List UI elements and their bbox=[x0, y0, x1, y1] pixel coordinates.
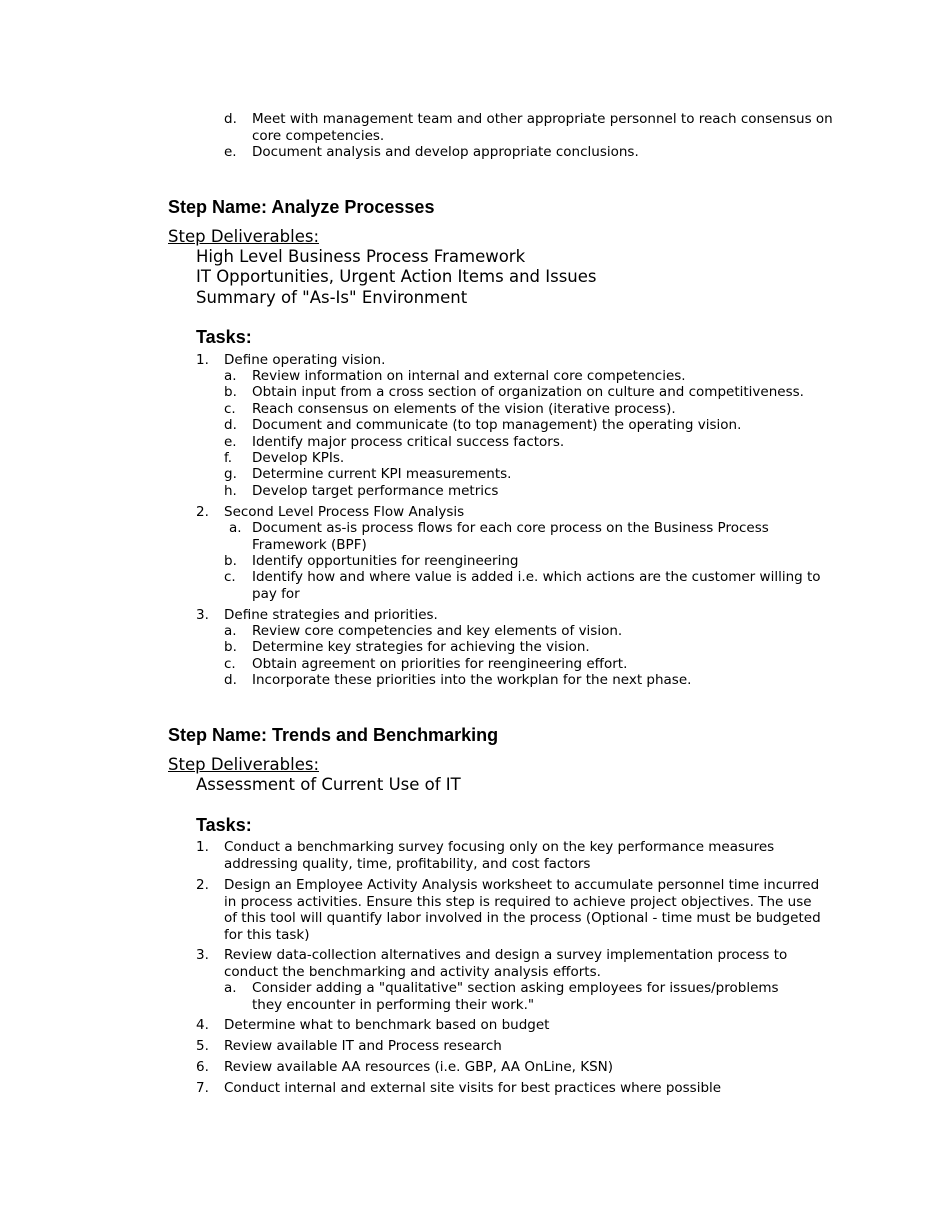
task-text: Design an Employee Activity Analysis worksheet to accumulate personnel time incurred in process activities. Ensure this step is required to achieve project objectives. The use of this tool will quantify labor involved in the process (Optional - time must be budgeted for this task) bbox=[224, 877, 821, 943]
task-item bbox=[196, 947, 824, 980]
task-item bbox=[196, 504, 814, 521]
subtask-item bbox=[224, 623, 842, 640]
subtask-marker: d. bbox=[224, 672, 237, 688]
deliverable-item: Summary of "As-Is" Environment bbox=[196, 288, 468, 307]
subtask-text: Develop target performance metrics bbox=[252, 483, 499, 499]
subtask-text: Obtain input from a cross section of organization on culture and competitiveness. bbox=[252, 384, 804, 400]
subtask-marker: c. bbox=[224, 569, 236, 585]
subtask-item bbox=[224, 656, 842, 673]
task-item bbox=[196, 352, 814, 369]
task-text: Conduct a benchmarking survey focusing only on the key performance measures addressing quality, time, profitability, and cost factors bbox=[224, 839, 775, 872]
subtask-item bbox=[224, 483, 842, 500]
task-item bbox=[196, 1080, 814, 1097]
subtask-item bbox=[224, 417, 842, 434]
subtask-text: Review information on internal and external core competencies. bbox=[252, 368, 686, 384]
subtask-text: Reach consensus on elements of the vision (iterative process). bbox=[252, 401, 676, 417]
subtask-text: Incorporate these priorities into the workplan for the next phase. bbox=[252, 672, 692, 688]
subtask-text: Review core competencies and key elements of vision. bbox=[252, 623, 623, 639]
list-marker: e. bbox=[224, 144, 237, 160]
task-text: Define strategies and priorities. bbox=[224, 607, 438, 623]
deliverable-item: IT Opportunities, Urgent Action Items and Issues bbox=[196, 267, 597, 286]
subtask-marker: a. bbox=[229, 520, 242, 536]
subtask-marker: d. bbox=[224, 417, 237, 433]
subtask-marker: a. bbox=[224, 980, 237, 996]
list-item bbox=[224, 111, 852, 144]
deliverables-label: Step Deliverables: bbox=[168, 227, 320, 246]
subtask-marker: h. bbox=[224, 483, 237, 499]
subtask-text: Identify opportunities for reengineering bbox=[252, 553, 519, 569]
subtask-item bbox=[224, 980, 812, 1013]
subtask-marker: g. bbox=[224, 466, 237, 482]
subtask-marker: a. bbox=[224, 368, 237, 384]
subtask-text: Identify how and where value is added i.e. which actions are the customer willing to pay for bbox=[252, 569, 821, 602]
subtask-item bbox=[224, 639, 842, 656]
task-text: Second Level Process Flow Analysis bbox=[224, 504, 465, 520]
task-text: Review available AA resources (i.e. GBP, AA OnLine, KSN) bbox=[224, 1059, 614, 1075]
task-number: 2. bbox=[196, 504, 209, 520]
step-title: Step Name: Trends and Benchmarking bbox=[168, 725, 499, 745]
tasks-heading: Tasks: bbox=[196, 815, 252, 835]
task-number: 6. bbox=[196, 1059, 209, 1075]
deliverable-item: High Level Business Process Framework bbox=[196, 247, 526, 266]
task-item bbox=[196, 877, 824, 943]
task-number: 5. bbox=[196, 1038, 209, 1054]
list-item bbox=[224, 144, 842, 161]
subtask-item bbox=[224, 384, 842, 401]
subtask-item bbox=[224, 569, 837, 602]
subtask-text: Consider adding a "qualitative" section asking employees for issues/problems they encounter in performing their work." bbox=[252, 980, 779, 1013]
task-item bbox=[196, 1059, 814, 1076]
task-number: 7. bbox=[196, 1080, 209, 1096]
deliverable-item: Assessment of Current Use of IT bbox=[196, 775, 461, 794]
subtask-item bbox=[224, 466, 842, 483]
subtask-item bbox=[224, 401, 842, 418]
task-item bbox=[196, 1038, 814, 1055]
subtask-text: Document as-is process flows for each core process on the Business Process Framework (BPF) bbox=[252, 520, 769, 553]
task-number: 4. bbox=[196, 1017, 209, 1033]
subtask-item bbox=[224, 434, 842, 451]
task-item bbox=[196, 839, 809, 872]
task-item bbox=[196, 1017, 814, 1034]
subtask-text: Document and communicate (to top management) the operating vision. bbox=[252, 417, 742, 433]
subtask-marker: c. bbox=[224, 656, 236, 672]
subtask-item bbox=[224, 520, 812, 553]
task-text: Conduct internal and external site visits for best practices where possible bbox=[224, 1080, 722, 1096]
subtask-item bbox=[224, 450, 842, 467]
task-number: 1. bbox=[196, 839, 209, 855]
task-item bbox=[196, 607, 814, 624]
subtask-item bbox=[224, 553, 842, 570]
list-item-text: Document analysis and develop appropriate conclusions. bbox=[252, 144, 639, 160]
task-number: 1. bbox=[196, 352, 209, 368]
task-number: 2. bbox=[196, 877, 209, 893]
subtask-text: Determine current KPI measurements. bbox=[252, 466, 512, 482]
tasks-heading: Tasks: bbox=[196, 327, 252, 347]
subtask-item bbox=[224, 368, 842, 385]
subtask-marker: e. bbox=[224, 434, 237, 450]
task-text: Determine what to benchmark based on budget bbox=[224, 1017, 550, 1033]
task-number: 3. bbox=[196, 947, 209, 963]
subtask-marker: b. bbox=[224, 384, 237, 400]
subtask-marker: b. bbox=[224, 553, 237, 569]
subtask-text: Obtain agreement on priorities for reengineering effort. bbox=[252, 656, 628, 672]
task-number: 3. bbox=[196, 607, 209, 623]
subtask-text: Develop KPIs. bbox=[252, 450, 345, 466]
step-title: Step Name: Analyze Processes bbox=[168, 197, 435, 217]
subtask-marker: f. bbox=[224, 450, 233, 466]
subtask-marker: c. bbox=[224, 401, 236, 417]
deliverables-label: Step Deliverables: bbox=[168, 755, 320, 774]
list-marker: d. bbox=[224, 111, 237, 127]
task-text: Define operating vision. bbox=[224, 352, 386, 368]
task-text: Review available IT and Process research bbox=[224, 1038, 502, 1054]
subtask-marker: b. bbox=[224, 639, 237, 655]
subtask-marker: a. bbox=[224, 623, 237, 639]
subtask-text: Determine key strategies for achieving the vision. bbox=[252, 639, 590, 655]
subtask-item bbox=[224, 672, 842, 689]
list-item-text: Meet with management team and other appropriate personnel to reach consensus on core competencies. bbox=[252, 111, 833, 144]
subtask-text: Identify major process critical success factors. bbox=[252, 434, 565, 450]
task-text: Review data-collection alternatives and design a survey implementation process to conduct the benchmarking and activity analysis efforts. bbox=[224, 947, 788, 980]
